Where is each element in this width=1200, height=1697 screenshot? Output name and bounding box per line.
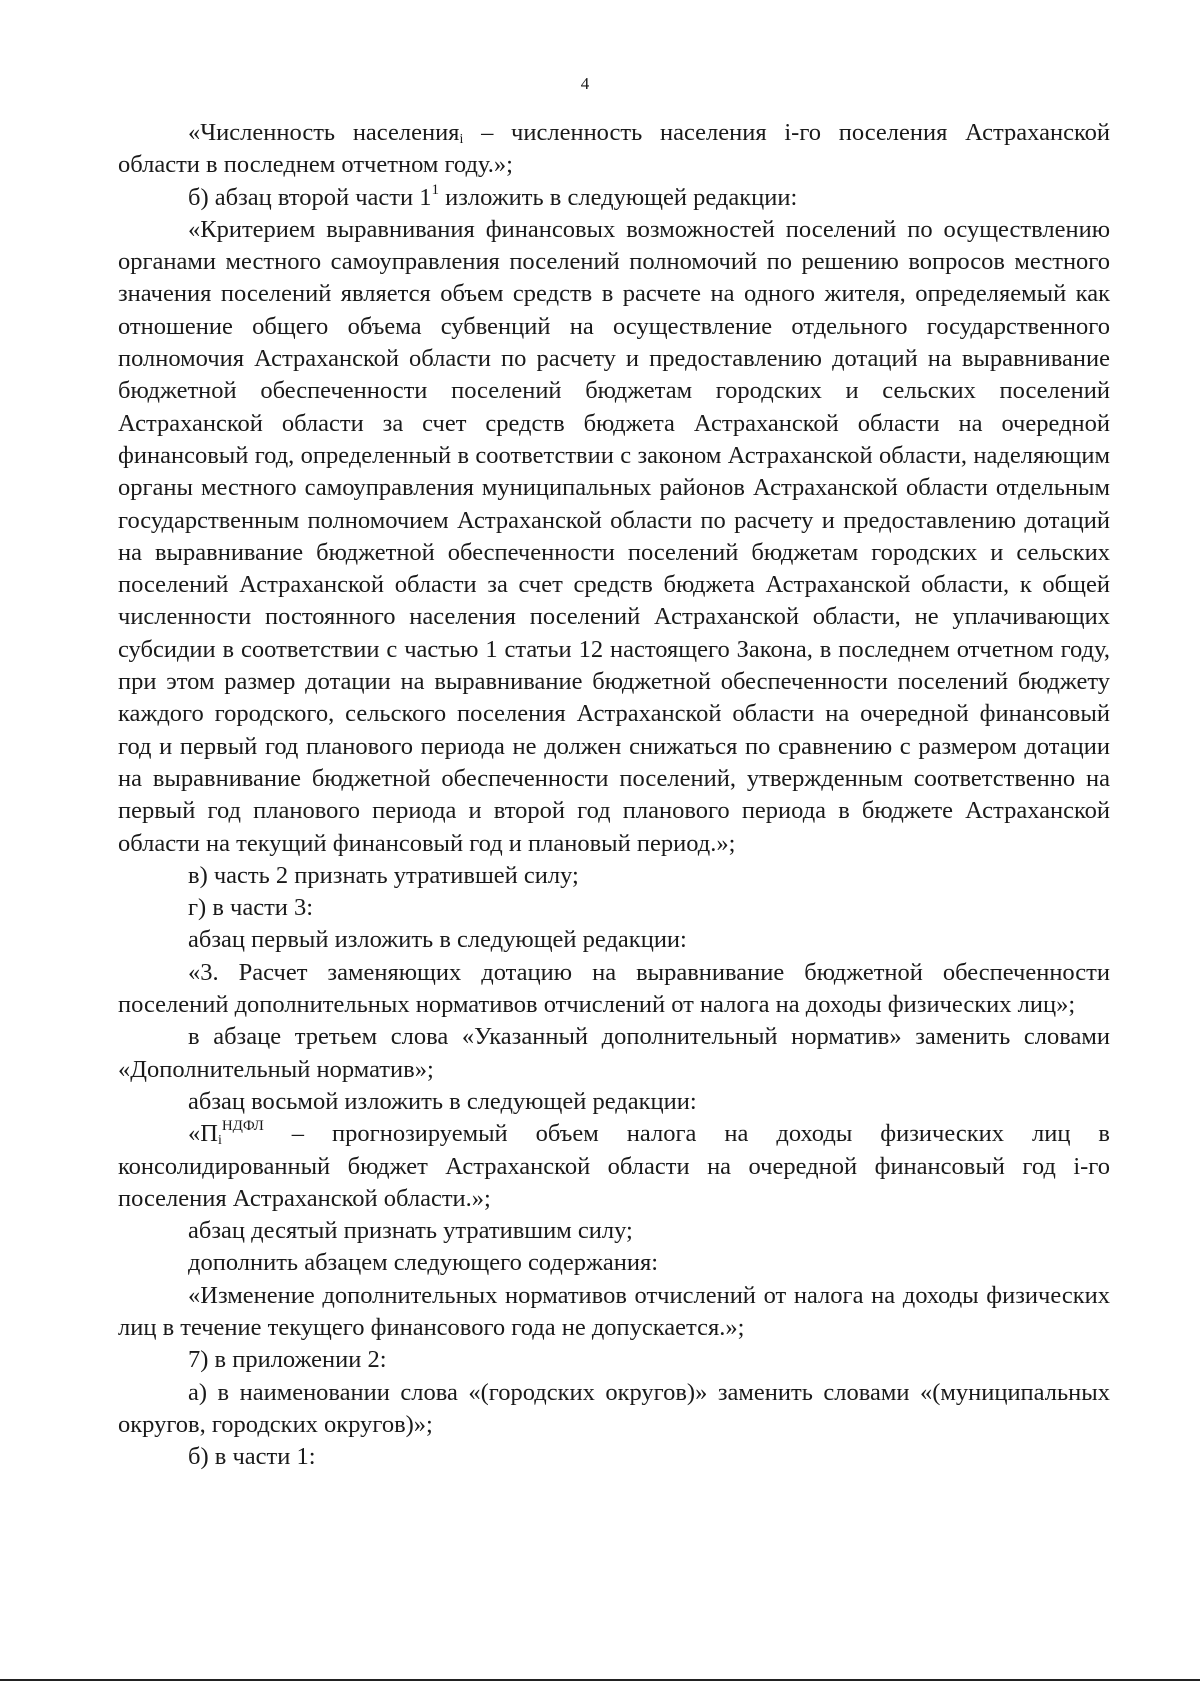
text-fragment: – численность населения i-го поселения Астраханской области в последнем отчетном году.»;: [118, 119, 1110, 179]
text-fragment: б) абзац второй части 1: [188, 183, 432, 211]
paragraph-amend-part-1-1: [118, 182, 1110, 214]
bottom-divider: [0, 1679, 1200, 1681]
page-number: 4: [580, 74, 590, 93]
paragraph-calculation-3: «3. Расчет заменяющих дотацию на выравнивание бюджетной обеспеченности поселений дополнительных нормативов отчислений от налога на доходы физических лиц»;: [118, 958, 1110, 1019]
text-fragment: «Численность населения: [188, 119, 460, 146]
paragraph-third-abzac: в абзаце третьем слова «Указанный дополнительный норматив» заменить словами «Дополнительный норматив»;: [118, 1023, 1110, 1083]
subscript-index: i: [217, 1133, 222, 1149]
superscript-index: 1: [431, 181, 439, 198]
text-fragment: – прогнозируемый объем налога на доходы физических лиц в консолидированный бюджет Астраханской области на очередной финансовый год i-го поселения Астраханской области.»;: [118, 1120, 1110, 1212]
subscript-index: i: [459, 132, 464, 147]
text-fragment: «П: [188, 1120, 218, 1148]
text-fragment: изложить в следующей редакции:: [438, 183, 798, 211]
paragraph-add-abzac: дополнить абзацем следующего содержания:: [188, 1249, 659, 1277]
paragraph-equalization-criterion: «Критерием выравнивания финансовых возможностей поселений по осуществлению органами местного самоуправления поселений полномочий по решению вопросов местного значения поселений является объем средств в расчете на одного жителя, определяемый как отношение общего объема субвенций на осуществление отдельного государственного полномочия Астраханской области по расчету и предоставлению дотаций на выравнивание бюджетной обеспеченности поселений бюджетам городских и сельских поселений Астраханской области за счет средств бюджета Астраханской области на очередной финансовый год, определенный в соответствии с законом Астраханской области, наделяющим органы местного самоуправления муниципальных районов Астраханской области отдельным государственным полномочием Астраханской области по расчету и предоставлению дотаций на выравнивание бюджетной обеспеченности поселений бюджетам городских и сельских поселений Астраханской области за счет средств бюджета Астраханской области, к общей численности постоянного населения поселений Астраханской области, не уплачивающих субсидии в соответствии с частью 1 статьи 12 настоящего Закона, в последнем отчетном году, при этом размер дотации на выравнивание бюджетной обеспеченности поселений бюджету каждого городского, сельского поселения Астраханской области на очередной финансовый год и первый год планового периода не должен снижаться по сравнению с размером дотации на выравнивание бюджетной обеспеченности поселений, утвержденным соответственно на первый год планового периода и второй год планового периода в бюджете Астраханской области на текущий финансовый год и плановый период.»;: [118, 215, 1110, 857]
paragraph-population-definition: [118, 117, 1110, 182]
paragraph-part-1: б) в части 1:: [188, 1443, 316, 1471]
paragraph-first-abzac: абзац первый изложить в следующей редакции:: [188, 926, 687, 954]
paragraph-tenth-abzac: абзац десятый признать утратившим силу;: [188, 1217, 633, 1245]
paragraph-eighth-abzac: абзац восьмой изложить в следующей редакции:: [188, 1087, 697, 1115]
paragraph-part-2-repealed: в) часть 2 признать утратившей силу;: [188, 861, 579, 889]
paragraph-title-change: а) в наименовании слова «(городских округов)» заменить словами «(муниципальных округов, городских округов)»;: [118, 1378, 1110, 1438]
paragraph-appendix-2: 7) в приложении 2:: [188, 1346, 387, 1374]
paragraph-ndfl-definition: [118, 1118, 1110, 1215]
superscript-ndfl: НДФЛ: [221, 1118, 264, 1135]
document-body: [118, 117, 1110, 1473]
paragraph-part-3: г) в части 3:: [188, 894, 314, 922]
paragraph-no-change: «Изменение дополнительных нормативов отчислений от налога на доходы физических лиц в течение текущего финансового года не допускается.»;: [118, 1281, 1110, 1341]
